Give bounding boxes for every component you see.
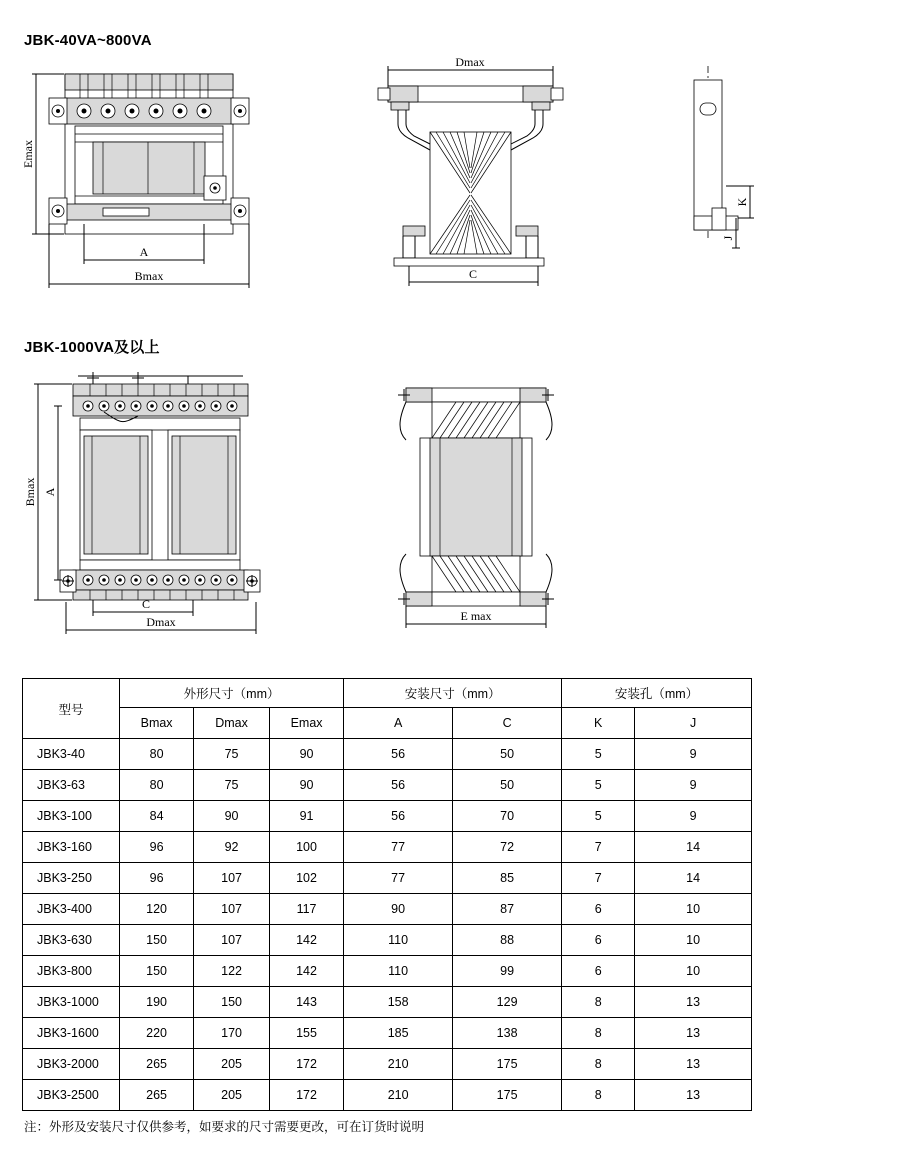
cell-dmax: 205: [194, 1049, 270, 1080]
table-row: [23, 770, 752, 801]
cell-model: JBK3-250: [23, 863, 120, 894]
cell-k: 7: [562, 863, 635, 894]
cell-a: 77: [344, 832, 453, 863]
figure-group-jbk-1000-up: [18, 362, 798, 652]
cell-emax: 117: [269, 894, 343, 925]
header-bmax: Bmax: [120, 708, 194, 739]
cell-c: 99: [453, 956, 562, 987]
cell-emax: 90: [269, 739, 343, 770]
table-header-group-row: [23, 679, 752, 708]
cell-emax: 102: [269, 863, 343, 894]
dim-label-k: K: [735, 197, 749, 207]
cell-bmax: 96: [120, 832, 194, 863]
cell-c: 138: [453, 1018, 562, 1049]
cell-a: 56: [344, 739, 453, 770]
cell-j: 13: [635, 1080, 752, 1111]
cell-model: JBK3-1000: [23, 987, 120, 1018]
dim-label-bmax: Bmax: [134, 269, 164, 283]
cell-j: 13: [635, 1049, 752, 1080]
cell-bmax: 84: [120, 801, 194, 832]
cell-bmax: 96: [120, 863, 194, 894]
dim-label-emax-2: E max: [460, 609, 492, 623]
dim-label-c-2: C: [141, 597, 151, 611]
cell-dmax: 75: [194, 770, 270, 801]
cell-emax: 172: [269, 1049, 343, 1080]
cell-model: JBK3-2500: [23, 1080, 120, 1111]
cell-c: 70: [453, 801, 562, 832]
cell-dmax: 122: [194, 956, 270, 987]
cell-a: 56: [344, 801, 453, 832]
cell-emax: 100: [269, 832, 343, 863]
cell-emax: 142: [269, 925, 343, 956]
cell-bmax: 150: [120, 925, 194, 956]
cell-bmax: 220: [120, 1018, 194, 1049]
cell-model: JBK3-630: [23, 925, 120, 956]
table-row: [23, 956, 752, 987]
table-note: 注：外形及安装尺寸仅供参考，如要求的尺寸需要更改，可在订货时说明: [24, 1120, 425, 1134]
table-row: [23, 1018, 752, 1049]
dim-label-a-2: A: [43, 487, 57, 497]
table-row: [23, 832, 752, 863]
cell-c: 85: [453, 863, 562, 894]
dim-label-c: C: [468, 267, 478, 281]
header-k: K: [562, 708, 635, 739]
header-emax: Emax: [269, 708, 343, 739]
table-row: [23, 1080, 752, 1111]
mounting-hole-detail-small: [694, 66, 754, 248]
dim-label-a: A: [139, 245, 149, 259]
header-j: J: [635, 708, 752, 739]
cell-a: 110: [344, 925, 453, 956]
cell-k: 6: [562, 956, 635, 987]
table-header-sub-row: [23, 708, 752, 739]
cell-emax: 90: [269, 770, 343, 801]
cell-bmax: 80: [120, 739, 194, 770]
front-view-small: [21, 74, 249, 288]
cell-a: 185: [344, 1018, 453, 1049]
cell-j: 9: [635, 801, 752, 832]
cell-dmax: 107: [194, 894, 270, 925]
table-row: [23, 1049, 752, 1080]
cell-model: JBK3-40: [23, 739, 120, 770]
cell-k: 5: [562, 739, 635, 770]
cell-a: 210: [344, 1049, 453, 1080]
cell-bmax: 150: [120, 956, 194, 987]
section-title-small: JBK-40VA~800VA: [24, 32, 152, 49]
header-c: C: [453, 708, 562, 739]
cell-c: 72: [453, 832, 562, 863]
cell-j: 14: [635, 863, 752, 894]
cell-j: 10: [635, 894, 752, 925]
cell-a: 90: [344, 894, 453, 925]
cell-k: 8: [562, 1018, 635, 1049]
cell-k: 6: [562, 894, 635, 925]
cell-dmax: 92: [194, 832, 270, 863]
cell-bmax: 120: [120, 894, 194, 925]
cell-c: 129: [453, 987, 562, 1018]
dim-label-dmax: Dmax: [455, 58, 485, 69]
cell-emax: 142: [269, 956, 343, 987]
cell-dmax: 75: [194, 739, 270, 770]
figure-group-jbk-40-800: [18, 58, 798, 318]
cell-bmax: 265: [120, 1049, 194, 1080]
dim-label-bmax-2: Bmax: [23, 477, 37, 507]
cell-model: JBK3-160: [23, 832, 120, 863]
section-title-large: JBK-1000VA及以上: [24, 339, 160, 356]
cell-c: 50: [453, 739, 562, 770]
cell-dmax: 205: [194, 1080, 270, 1111]
cell-k: 5: [562, 770, 635, 801]
cell-dmax: 107: [194, 925, 270, 956]
front-view-large: [23, 372, 260, 634]
cell-a: 110: [344, 956, 453, 987]
cell-a: 158: [344, 987, 453, 1018]
cell-j: 9: [635, 739, 752, 770]
side-view-large: [398, 388, 554, 628]
table-row: [23, 739, 752, 770]
cell-dmax: 90: [194, 801, 270, 832]
cell-emax: 172: [269, 1080, 343, 1111]
cell-j: 10: [635, 925, 752, 956]
cell-k: 8: [562, 987, 635, 1018]
header-mounting-dims: 安装尺寸（mm）: [344, 679, 562, 708]
header-model: 型号: [23, 679, 120, 739]
dim-label-j: J: [721, 235, 735, 241]
header-mounting-holes: 安装孔（mm）: [562, 679, 752, 708]
cell-bmax: 265: [120, 1080, 194, 1111]
cell-c: 50: [453, 770, 562, 801]
cell-c: 88: [453, 925, 562, 956]
cell-j: 13: [635, 1018, 752, 1049]
cell-dmax: 107: [194, 863, 270, 894]
cell-k: 8: [562, 1080, 635, 1111]
cell-k: 6: [562, 925, 635, 956]
cell-k: 5: [562, 801, 635, 832]
cell-a: 77: [344, 863, 453, 894]
header-dmax: Dmax: [194, 708, 270, 739]
cell-emax: 91: [269, 801, 343, 832]
dim-label-dmax-2: Dmax: [146, 615, 176, 629]
cell-emax: 155: [269, 1018, 343, 1049]
table-row: [23, 801, 752, 832]
cell-model: JBK3-63: [23, 770, 120, 801]
cell-emax: 143: [269, 987, 343, 1018]
cell-k: 7: [562, 832, 635, 863]
cell-j: 10: [635, 956, 752, 987]
dimensions-table: [22, 678, 752, 1111]
cell-c: 175: [453, 1049, 562, 1080]
header-outline-dims: 外形尺寸（mm）: [120, 679, 344, 708]
cell-bmax: 190: [120, 987, 194, 1018]
table-row: [23, 987, 752, 1018]
cell-j: 9: [635, 770, 752, 801]
cell-k: 8: [562, 1049, 635, 1080]
cell-model: JBK3-100: [23, 801, 120, 832]
cell-model: JBK3-400: [23, 894, 120, 925]
table-row: [23, 894, 752, 925]
cell-model: JBK3-2000: [23, 1049, 120, 1080]
cell-model: JBK3-800: [23, 956, 120, 987]
cell-model: JBK3-1600: [23, 1018, 120, 1049]
table-row: [23, 863, 752, 894]
table-row: [23, 925, 752, 956]
dim-label-emax: Emax: [21, 140, 35, 168]
cell-dmax: 150: [194, 987, 270, 1018]
side-view-small: [378, 58, 563, 286]
header-a: A: [344, 708, 453, 739]
cell-a: 56: [344, 770, 453, 801]
cell-c: 175: [453, 1080, 562, 1111]
cell-j: 13: [635, 987, 752, 1018]
cell-j: 14: [635, 832, 752, 863]
cell-c: 87: [453, 894, 562, 925]
cell-bmax: 80: [120, 770, 194, 801]
cell-a: 210: [344, 1080, 453, 1111]
cell-dmax: 170: [194, 1018, 270, 1049]
